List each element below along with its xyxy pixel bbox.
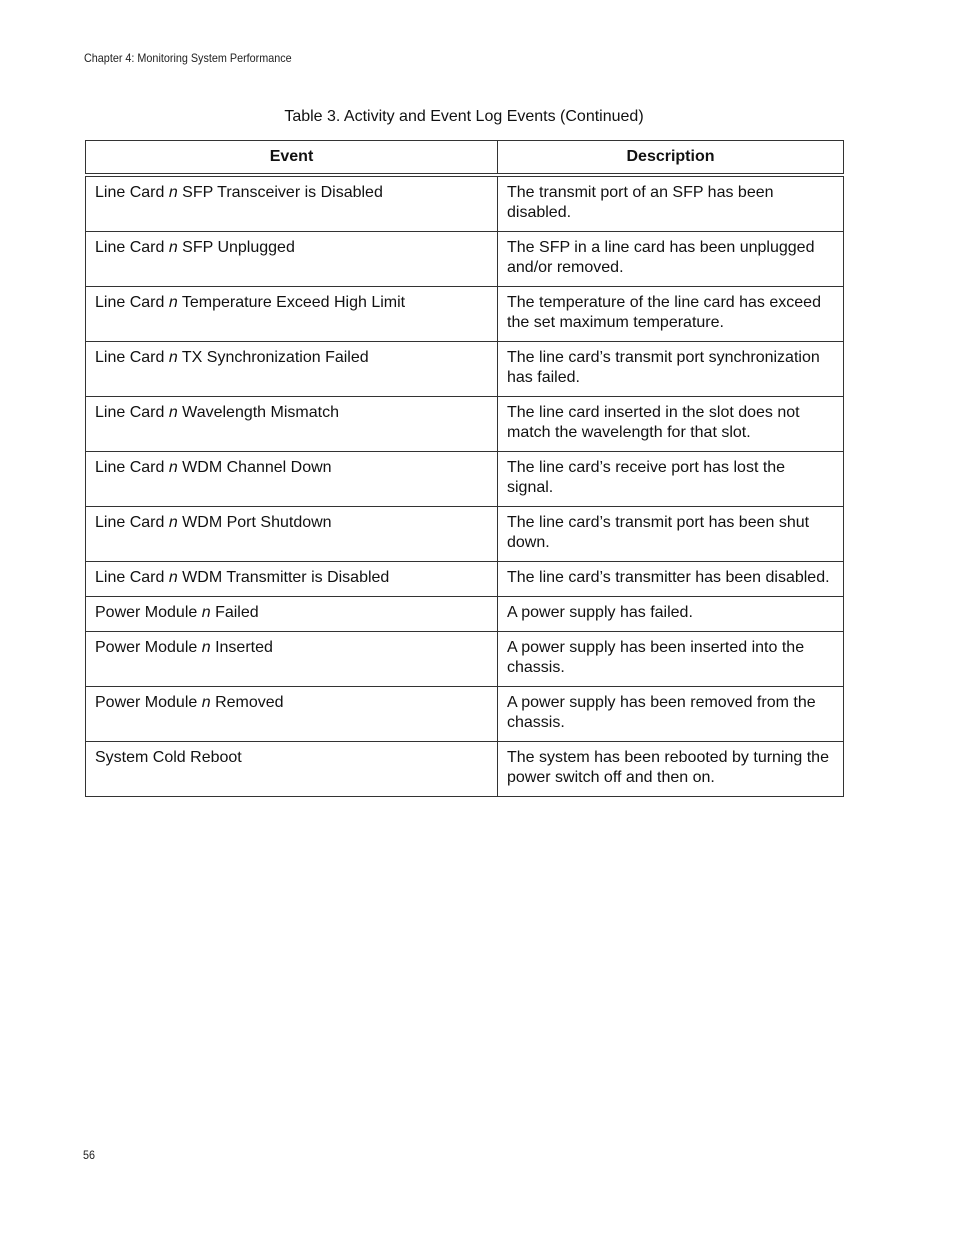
description-cell: A power supply has been removed from the chassis. [498,687,844,742]
description-cell: The transmit port of an SFP has been disabled. [498,175,844,232]
description-cell: The SFP in a line card has been unplugged and/or removed. [498,232,844,287]
event-text: Line Card [95,294,169,311]
event-text: Line Card [95,349,169,366]
table-row [86,562,844,597]
event-log-table [85,140,844,797]
event-text: Power Module [95,639,202,656]
event-cell [86,597,498,632]
table-row [86,507,844,562]
event-text: TX Synchronization Failed [177,349,369,366]
event-variable: n [168,184,178,201]
event-text: Line Card [95,404,169,421]
table-header-row [86,141,844,176]
event-variable: n [201,639,211,656]
table-row [86,597,844,632]
event-cell [86,342,498,397]
table-row [86,232,844,287]
event-variable: n [168,239,178,256]
page-number: 56 [83,1148,96,1162]
running-header: Chapter 4: Monitoring System Performance [84,51,292,65]
event-variable: n [168,404,178,421]
event-text: Wavelength Mismatch [177,404,339,421]
event-variable: n [201,604,211,621]
table-caption: Table 3. Activity and Event Log Events (Continued) [284,108,644,125]
table-row [86,342,844,397]
event-text: Line Card [95,569,169,586]
event-text: WDM Port Shutdown [177,514,332,531]
column-header-description: Description [498,141,844,176]
event-variable: n [168,459,178,476]
event-cell [86,507,498,562]
event-variable: n [168,514,178,531]
event-text: Line Card [95,239,169,256]
event-text: SFP Transceiver is Disabled [177,184,383,201]
event-cell [86,232,498,287]
description-cell: A power supply has been inserted into the chassis. [498,632,844,687]
event-cell [86,397,498,452]
event-text: Power Module [95,694,202,711]
column-header-event: Event [86,141,498,176]
event-cell [86,687,498,742]
event-text: WDM Transmitter is Disabled [177,569,390,586]
event-variable: n [168,569,178,586]
event-cell [86,562,498,597]
description-cell: The line card’s receive port has lost the signal. [498,452,844,507]
table-row [86,632,844,687]
table-row [86,175,844,232]
event-cell [86,452,498,507]
description-cell: A power supply has failed. [498,597,844,632]
event-text: Line Card [95,184,169,201]
description-cell: The temperature of the line card has exceed the set maximum temperature. [498,287,844,342]
table-row [86,452,844,507]
table-row [86,397,844,452]
event-cell [86,742,498,797]
description-cell: The line card’s transmitter has been disabled. [498,562,844,597]
description-cell: The line card’s transmit port synchronization has failed. [498,342,844,397]
event-variable: n [168,349,178,366]
event-text: Power Module [95,604,202,621]
event-text: Removed [210,694,284,711]
table-row [86,687,844,742]
event-text: Line Card [95,514,169,531]
event-text: WDM Channel Down [177,459,332,476]
table-row [86,742,844,797]
event-text: Failed [210,604,259,621]
event-cell [86,175,498,232]
event-text: SFP Unplugged [177,239,295,256]
event-text: Line Card [95,459,169,476]
event-variable: n [201,694,211,711]
event-text: System Cold Reboot [95,749,242,766]
event-cell [86,287,498,342]
description-cell: The system has been rebooted by turning the power switch off and then on. [498,742,844,797]
event-text: Temperature Exceed High Limit [177,294,406,311]
description-cell: The line card inserted in the slot does not match the wavelength for that slot. [498,397,844,452]
event-cell [86,632,498,687]
event-variable: n [168,294,178,311]
table-row [86,287,844,342]
event-text: Inserted [210,639,273,656]
description-cell: The line card’s transmit port has been shut down. [498,507,844,562]
